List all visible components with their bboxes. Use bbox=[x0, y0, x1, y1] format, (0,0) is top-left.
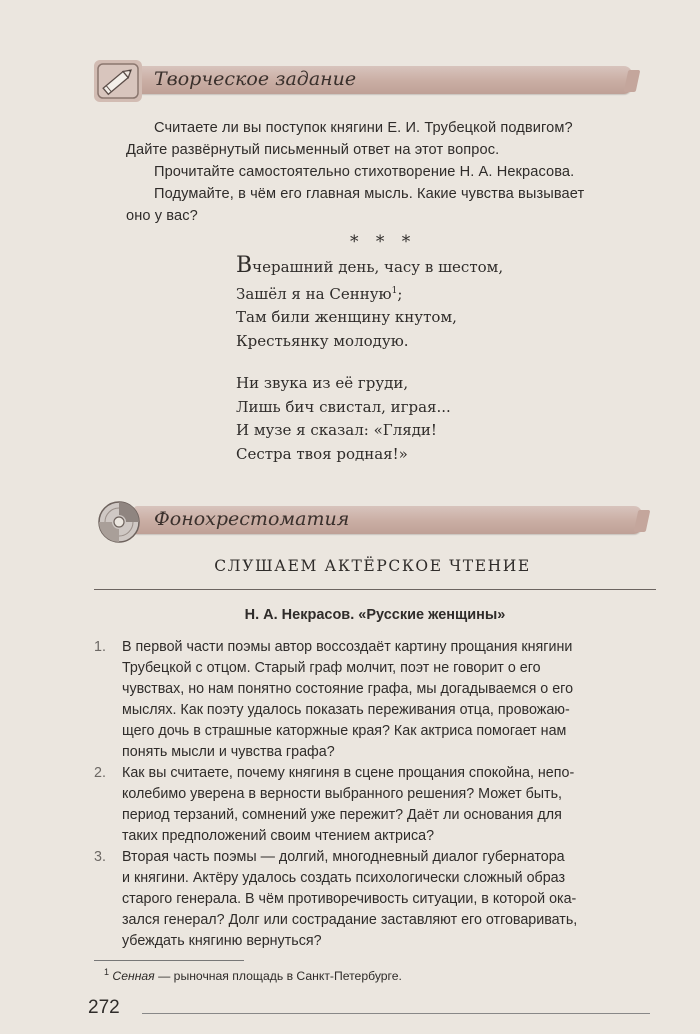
poem-stanza-2 bbox=[236, 372, 451, 466]
question-3: 3. Вторая часть поэмы — долгий, многодневный диалог губернатора и княгини. Актёру удалось создать психологически сложный образ старого генерала. В чём противоречивость ситуации, в которой ока- зался генерал? Долг или сострадание заставляют его отговаривать, убеждать княгиню вернуться? bbox=[94, 849, 578, 949]
creative-task-banner bbox=[94, 60, 632, 100]
phono-banner bbox=[94, 500, 642, 540]
section-subheading: СЛУШАЕМ АКТЁРСКОЕ ЧТЕНИЕ bbox=[214, 557, 531, 575]
cd-disc-icon bbox=[94, 500, 142, 542]
footnote-divider bbox=[94, 960, 244, 961]
question-2: 2. Как вы считаете, почему княгиня в сцене прощания спокойна, непо- колебимо уверена в верности выбранного решения? Может быть, период терзаний, сомнений уже пережит? Даёт ли основания для таких предположений своим чтением актриса? bbox=[94, 765, 575, 844]
poem-dropcap: В bbox=[236, 253, 253, 278]
poem-line: Вчерашний день, часу в шестом, bbox=[236, 253, 504, 278]
work-heading: Н. А. Некрасов. «Русские женщины» bbox=[244, 607, 506, 623]
footnote-ref: 1 bbox=[391, 285, 398, 296]
task-paragraph-3: Подумайте, в чём его главная мысль. Какие чувства вызывает оно у вас? bbox=[126, 186, 585, 224]
creative-task-title: Творческое задание bbox=[154, 68, 357, 90]
pencil-icon bbox=[94, 60, 142, 102]
poem-stanza-1 bbox=[236, 254, 503, 353]
footnote: $^1$ Сенная — рыночная площадь в Санкт-Петербурге. bbox=[104, 967, 402, 984]
poem-line: Сестра твоя родная!» bbox=[236, 444, 408, 463]
poem-line: Крестьянку молодую. bbox=[236, 331, 409, 350]
poem-stars: * * * bbox=[350, 232, 417, 252]
poem-line: Там били женщину кнутом, bbox=[236, 308, 457, 326]
footer-rule bbox=[142, 1013, 650, 1014]
task-paragraph-1: Считаете ли вы поступок княгини Е. И. Трубецкой подвигом? Дайте развёрнутый письменный ответ на этот вопрос. bbox=[126, 120, 573, 158]
poem-line: И музе я сказал: «Гляди! bbox=[236, 421, 437, 439]
section-divider bbox=[94, 589, 656, 590]
page-number: 272 bbox=[88, 997, 120, 1018]
phono-title: Фонохрестоматия bbox=[154, 508, 350, 530]
poem-line: Лишь бич свистал, играя... bbox=[236, 397, 451, 416]
task-paragraph-2: Прочитайте самостоятельно стихотворение Н. А. Некрасова. bbox=[154, 164, 575, 180]
question-list bbox=[90, 637, 658, 952]
poem-line: Ни звука из её груди, bbox=[236, 374, 409, 392]
poem-line: Зашёл я на Сенную$^1$; bbox=[236, 284, 403, 303]
question-1: 1. В первой части поэмы автор воссоздаёт картину прощания княгини Трубецкой с отцом. Старый граф молчит, поэт не говорит о его чувствах, но нам понятно состояние графа, мы догадываемся о его мыслях. Как поэту удалось показать переживания отца, провожаю- щего дочь в страшные каторжные края? Как актриса помогает нам понять мысли и чувства графа? bbox=[94, 639, 574, 760]
